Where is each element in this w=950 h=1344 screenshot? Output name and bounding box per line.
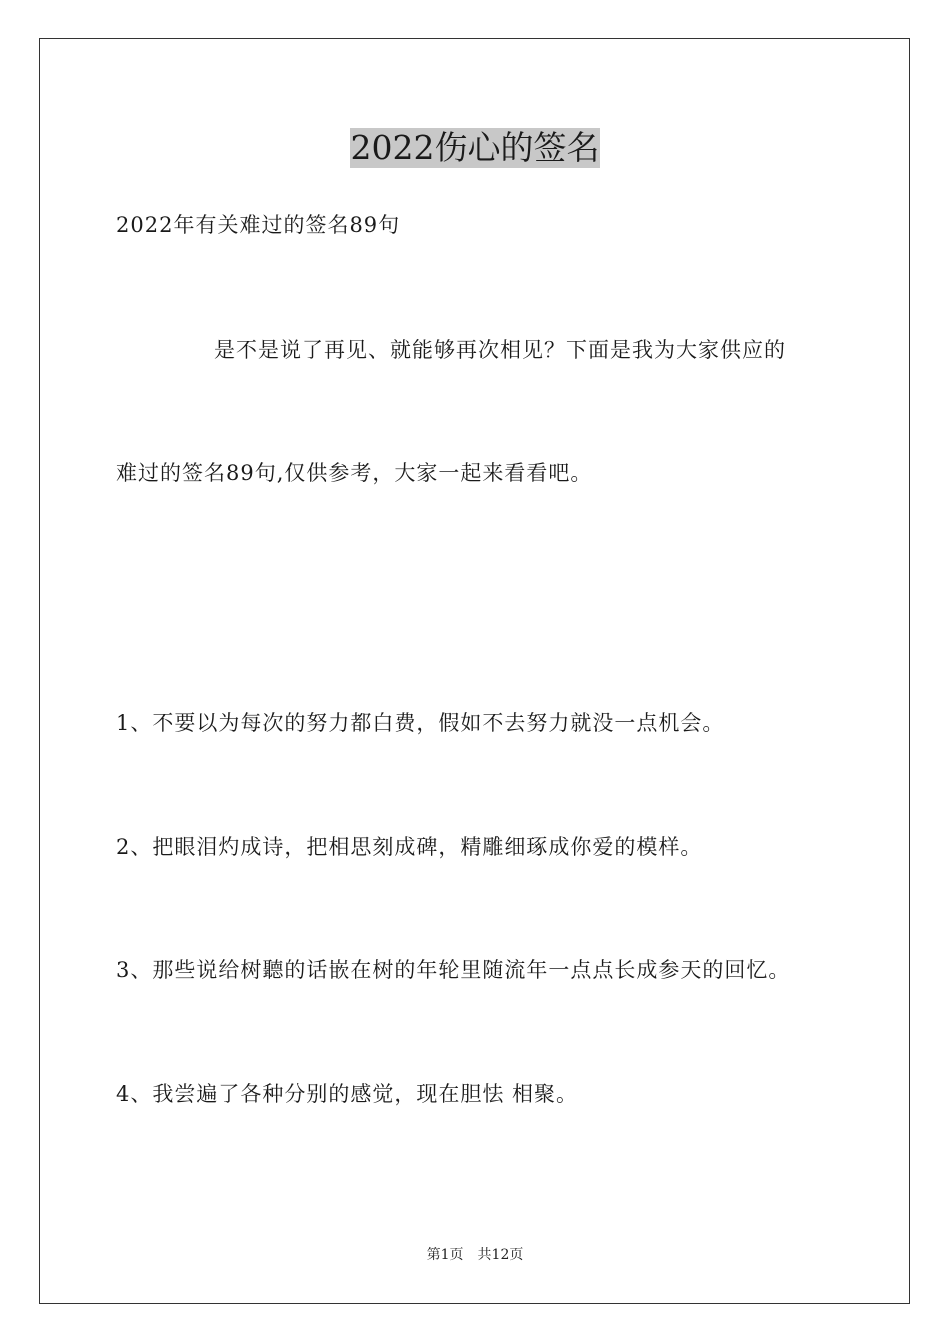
list-item: 2、把眼泪灼成诗，把相思刻成碑，精雕细琢成你爱的模样。 bbox=[116, 835, 703, 859]
page-footer bbox=[0, 1246, 950, 1264]
list-item: 1、不要以为每次的努力都白费，假如不去努力就没一点机会。 bbox=[116, 711, 725, 735]
page-number: 第1页 bbox=[426, 1247, 464, 1263]
list-item: 4、我尝遍了各种分别的感觉，现在胆怯 相聚。 bbox=[116, 1082, 579, 1106]
intro-paragraph-line-1: 是不是说了再见、就能够再次相见？下面是我为大家供应的 bbox=[214, 338, 786, 362]
document-title: 2022伤心的签名 bbox=[350, 128, 600, 167]
document-title-container bbox=[0, 128, 950, 168]
intro-paragraph-line-2: 难过的签名89句,仅供参考，大家一起来看看吧。 bbox=[116, 461, 593, 485]
page-total: 共12页 bbox=[477, 1247, 524, 1263]
document-subtitle: 2022年有关难过的签名89句 bbox=[116, 213, 401, 237]
list-item: 3、那些说给树聽的话嵌在树的年轮里随流年一点点长成参天的回忆。 bbox=[116, 958, 791, 982]
